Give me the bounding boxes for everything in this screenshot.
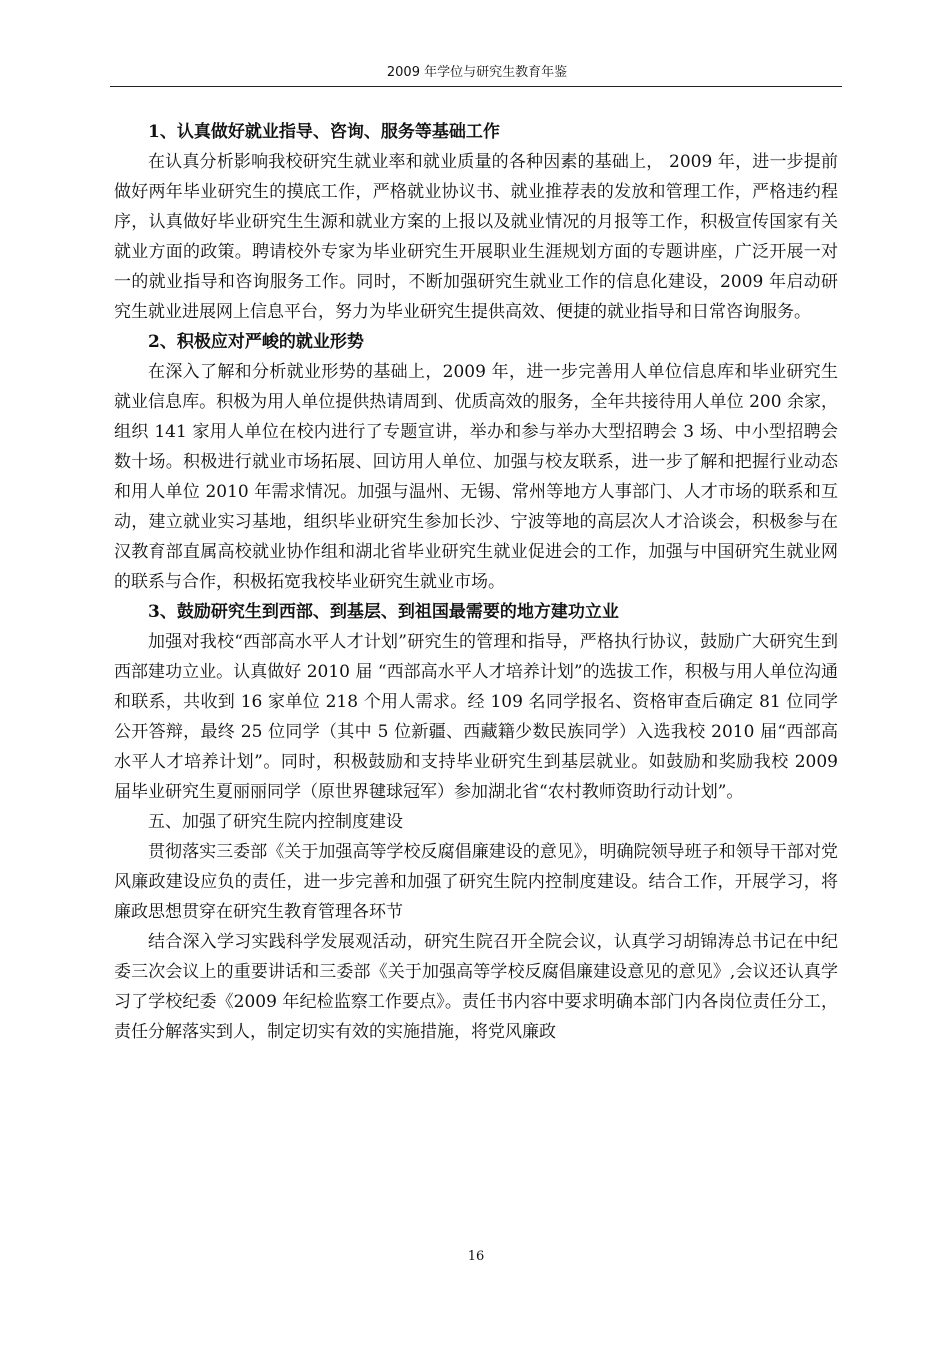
- paragraph-western-grassroots: 加强对我校“西部高水平人才计划”研究生的管理和指导，严格执行协议，鼓励广大研究生到西部建功立业。认真做好 2010 届 “西部高水平人才培养计划”的选拔工作，积极与用人单位沟通和联系，共收到 16 家单位 218 个用人需求。经 109 名同学报名、资格审查后确定 81 位同学公开答辩，最终 25 位同学（其中 5 位新疆、西藏籍少数民族同学）入选我校 2010 届“西部高水平人才培养计划”。同时，积极鼓励和支持毕业研究生到基层就业。如鼓励和奖励我校 2009 届毕业研究生夏丽丽同学（原世界毽球冠军）参加湖北省“农村教师资助行动计划”。: [114, 632, 838, 802]
- paragraph-internal-control-2: 结合深入学习实践科学发展观活动，研究生院召开全院会议，认真学习胡锦涛总书记在中纪委三次会议上的重要讲话和三委部《关于加强高等学校反腐倡廉建设意见的意见》,会议还认真学习了学校纪委《2009 年纪检监察工作要点》。责任书内容中要求明确本部门内各岗位责任分工，责任分解落实到人，制定切实有效的实施措施，将党风廉政: [114, 932, 838, 1042]
- heading-employment-guidance: 1、认真做好就业指导、咨询、服务等基础工作: [148, 122, 500, 142]
- document-body: [114, 117, 838, 1047]
- paragraph-internal-control-1: 贯彻落实三委部《关于加强高等学校反腐倡廉建设的意见》，明确院领导班子和领导干部对党风廉政建设应负的责任，进一步完善和加强了研究生院内控制度建设。结合工作，开展学习，将廉政思想贯穿在研究生教育管理各环节: [114, 842, 838, 922]
- header-rule: [110, 86, 842, 87]
- heading-western-grassroots: 3、鼓励研究生到西部、到基层、到祖国最需要的地方建功立业: [148, 602, 619, 622]
- heading-employment-situation: 2、积极应对严峻的就业形势: [148, 332, 364, 352]
- running-header: 2009 年学位与研究生教育年鉴: [386, 65, 568, 80]
- section-heading-internal-control: 五、加强了研究生院内控制度建设: [148, 812, 403, 832]
- paragraph-employment-situation: 在深入了解和分析就业形势的基础上，2009 年，进一步完善用人单位信息库和毕业研究生就业信息库。积极为用人单位提供热请周到、优质高效的服务，全年共接待用人单位 200 余家， 组织 141 家用人单位在校内进行了专题宣讲，举办和参与举办大型招聘会 3 场、中小型招聘会数十场。积极进行就业市场拓展、回访用人单位、加强与校友联系，进一步了解和把握行业动态和用人单位 2010 年需求情况。加强与温州、无锡、常州等地方人事部门、人才市场的联系和互动，建立就业实习基地，组织毕业研究生参加长沙、宁波等地的高层次人才洽谈会，积极参与在汉教育部直属高校就业协作组和湖北省毕业研究生就业促进会的工作，加强与中国研究生就业网的联系与合作，积极拓宽我校毕业研究生就业市场。: [114, 362, 838, 592]
- page-number: 16: [467, 1249, 485, 1264]
- paragraph-employment-guidance: 在认真分析影响我校研究生就业率和就业质量的各种因素的基础上， 2009 年，进一步提前做好两年毕业研究生的摸底工作，严格就业协议书、就业推荐表的发放和管理工作，严格违约程序，认真做好毕业研究生生源和就业方案的上报以及就业情况的月报等工作，积极宣传国家有关就业方面的政策。聘请校外专家为毕业研究生开展职业生涯规划方面的专题讲座，广泛开展一对一的就业指导和咨询服务工作。同时，不断加强研究生就业工作的信息化建设，2009 年启动研究生就业进展网上信息平台，努力为毕业研究生提供高效、便捷的就业指导和日常咨询服务。: [114, 152, 838, 322]
